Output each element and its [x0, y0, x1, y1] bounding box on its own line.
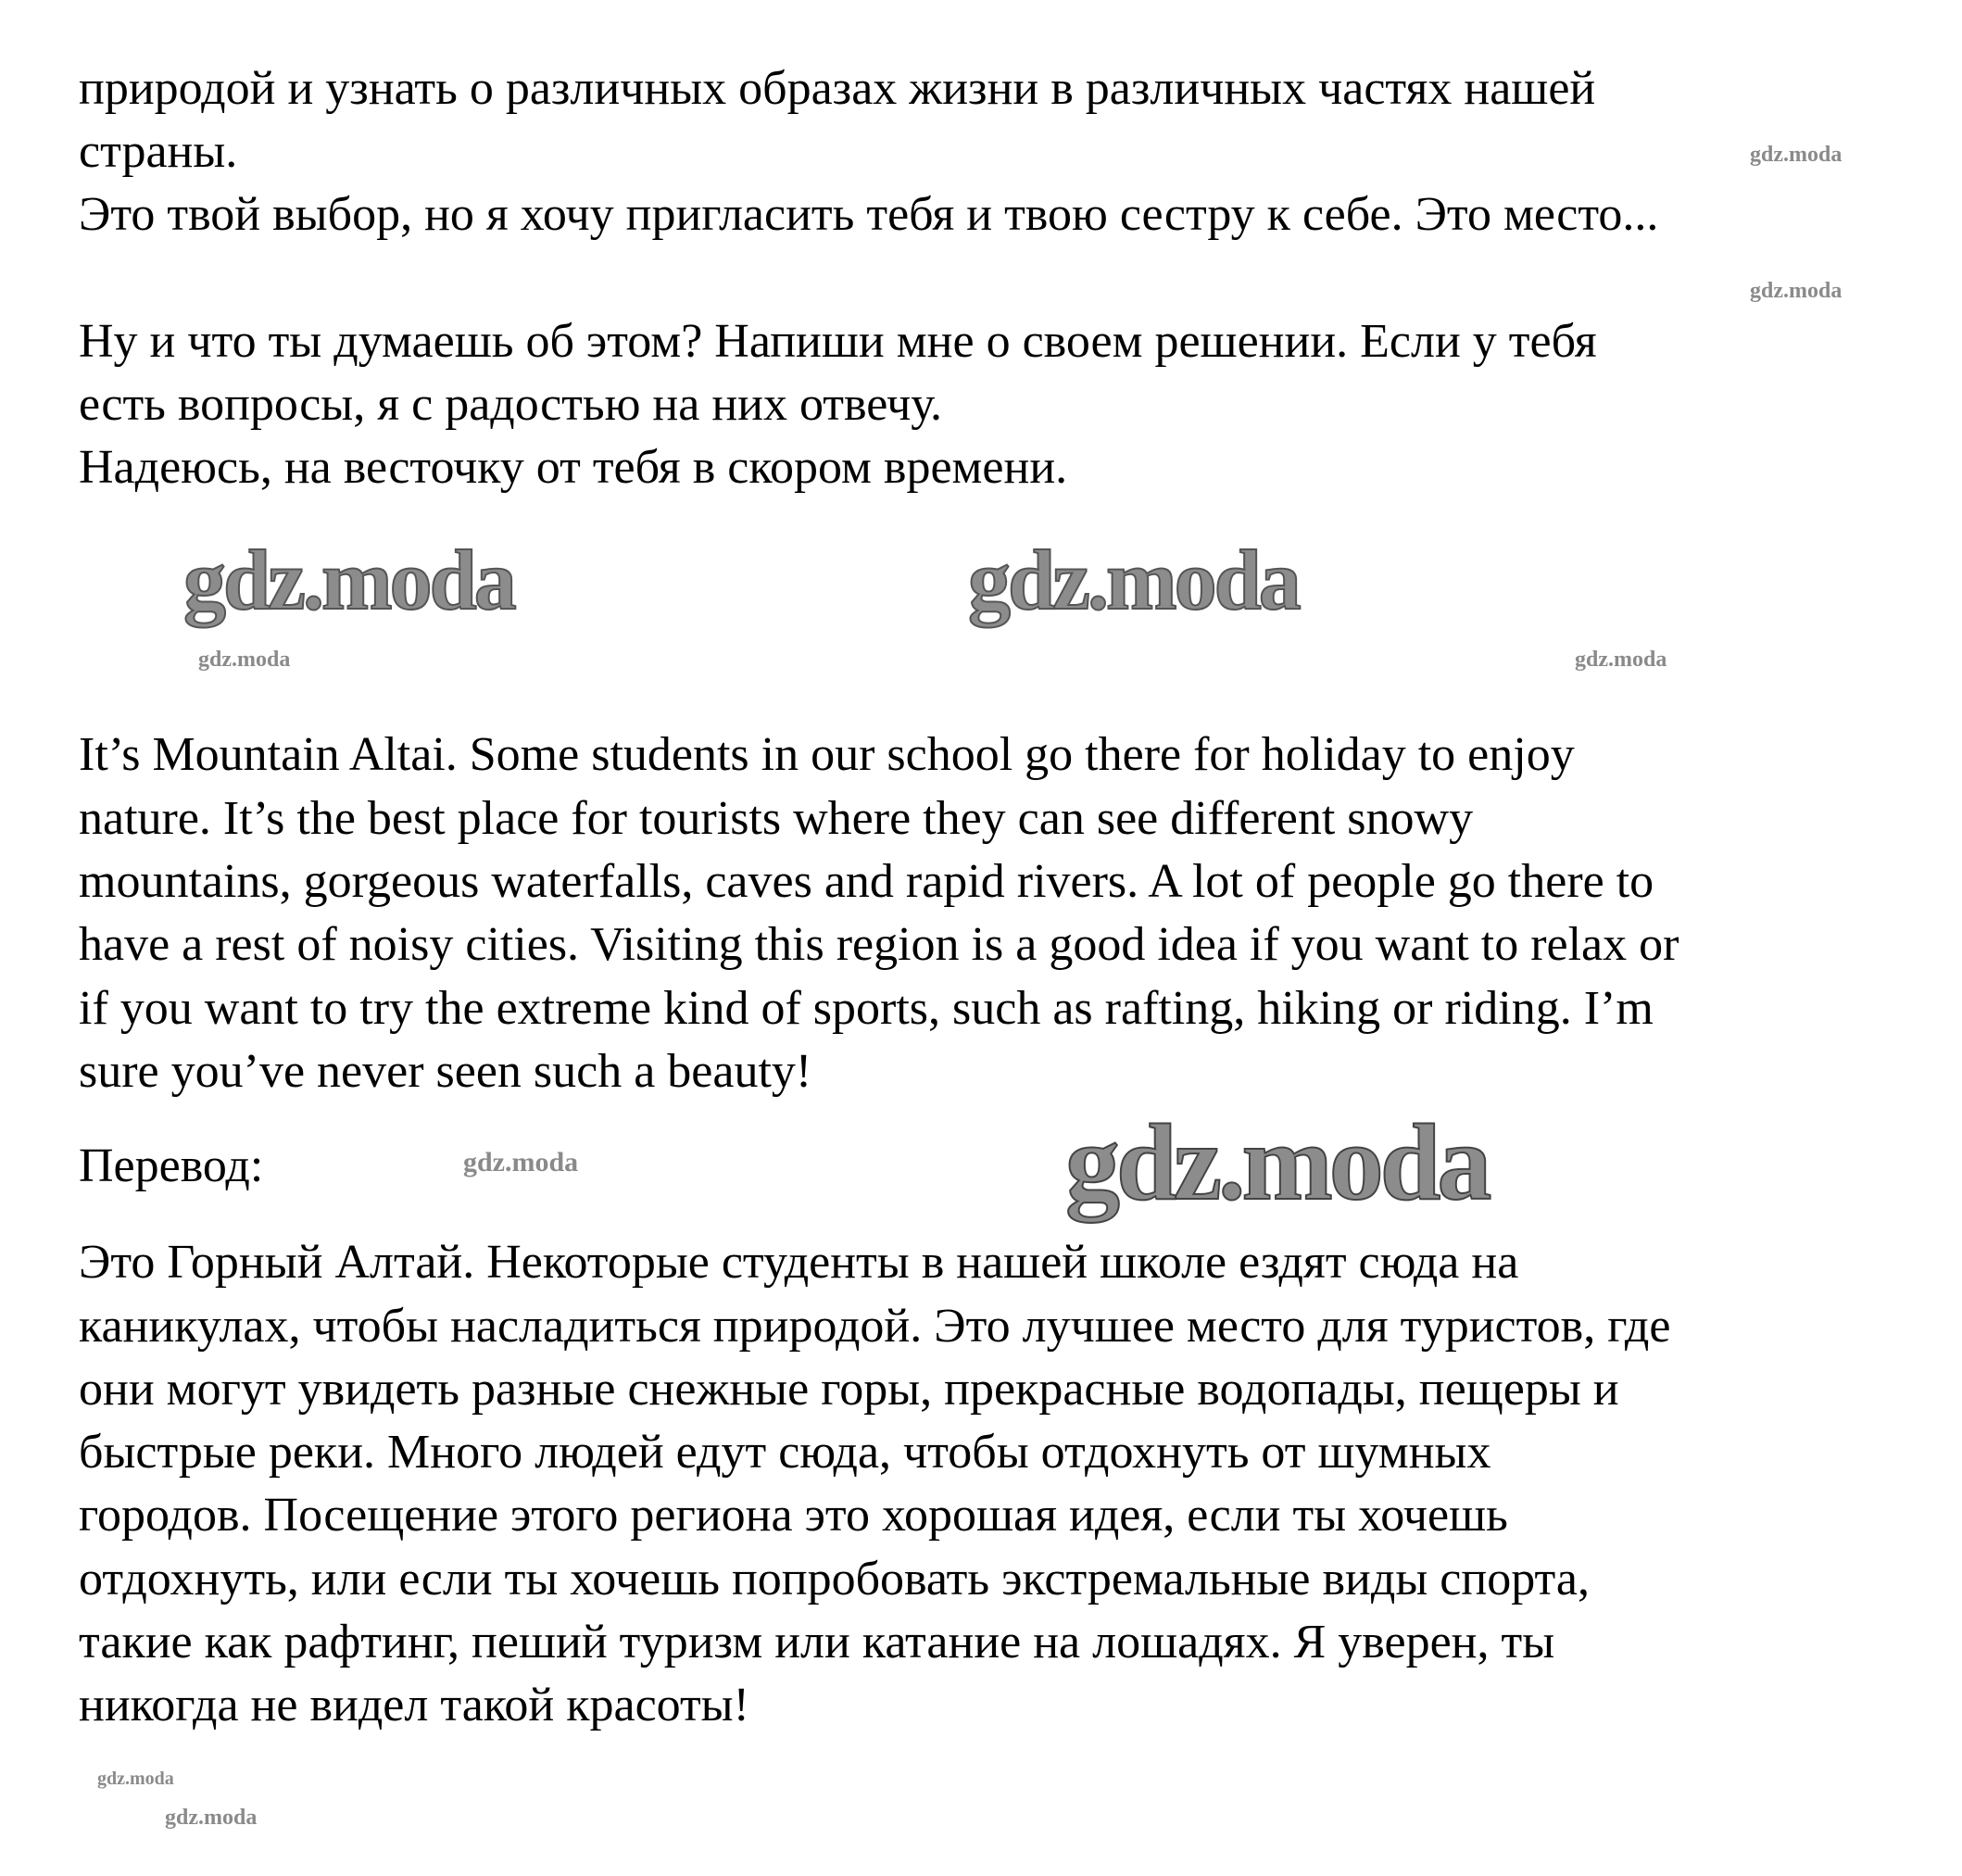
text-line: городов. Посещение этого региона это хорошая идея, если ты хочешь — [79, 1489, 1508, 1542]
text-line: if you want to try the extreme kind of sports, such as rafting, hiking or riding. I’m — [79, 982, 1654, 1035]
watermark: gdz.moda — [463, 1147, 579, 1177]
text-line: никогда не видел такой красоты! — [79, 1679, 749, 1731]
text-line: sure you’ve never seen such a beauty! — [79, 1045, 812, 1098]
text-line: страны. — [79, 125, 238, 178]
watermark: gdz.moda — [1575, 648, 1667, 672]
text-line: Это Горный Алтай. Некоторые студенты в нашей школе ездят сюда на — [79, 1236, 1519, 1289]
text-line: есть вопросы, я с радостью на них отвечу. — [79, 378, 943, 431]
text-line: It’s Mountain Altai. Some students in our school go there for holiday to enjoy — [79, 728, 1575, 781]
watermark: gdz.moda — [97, 1769, 174, 1789]
watermark: gdz.moda — [1065, 1102, 1489, 1223]
watermark: gdz.moda — [968, 533, 1299, 627]
text-line: have a rest of noisy cities. Visiting this region is a good idea if you want to relax or — [79, 918, 1679, 971]
watermark: gdz.moda — [1750, 143, 1843, 167]
watermark: gdz.moda — [165, 1806, 258, 1830]
text-line: Ну и что ты думаешь об этом? Напиши мне о своем решении. Если у тебя — [79, 315, 1597, 368]
watermark: gdz.moda — [1750, 279, 1843, 303]
text-line: mountains, gorgeous waterfalls, caves and rapid rivers. A lot of people go there to — [79, 855, 1654, 908]
text-line: они могут увидеть разные снежные горы, прекрасные водопады, пещеры и — [79, 1363, 1619, 1416]
text-line: отдохнуть, или если ты хочешь попробовать экстремальные виды спорта, — [79, 1553, 1590, 1605]
text-line: быстрые реки. Много людей едут сюда, чтобы отдохнуть от шумных — [79, 1426, 1491, 1479]
text-line: такие как рафтинг, пеший туризм или катание на лошадях. Я уверен, ты — [79, 1616, 1555, 1668]
translation-label: Перевод: — [79, 1139, 264, 1192]
text-line: природой и узнать о различных образах жизни в различных частях нашей — [79, 62, 1596, 115]
watermark: gdz.moda — [198, 648, 291, 672]
text-line: Это твой выбор, но я хочу пригласить тебя и твою сестру к себе. Это место... — [79, 188, 1659, 241]
watermark: gdz.moda — [183, 533, 514, 627]
text-line: каникулах, чтобы насладиться природой. Это лучшее место для туристов, где — [79, 1300, 1671, 1353]
text-line: Надеюсь, на весточку от тебя в скором времени. — [79, 441, 1068, 494]
text-line: nature. It’s the best place for tourists where they can see different snowy — [79, 792, 1474, 845]
